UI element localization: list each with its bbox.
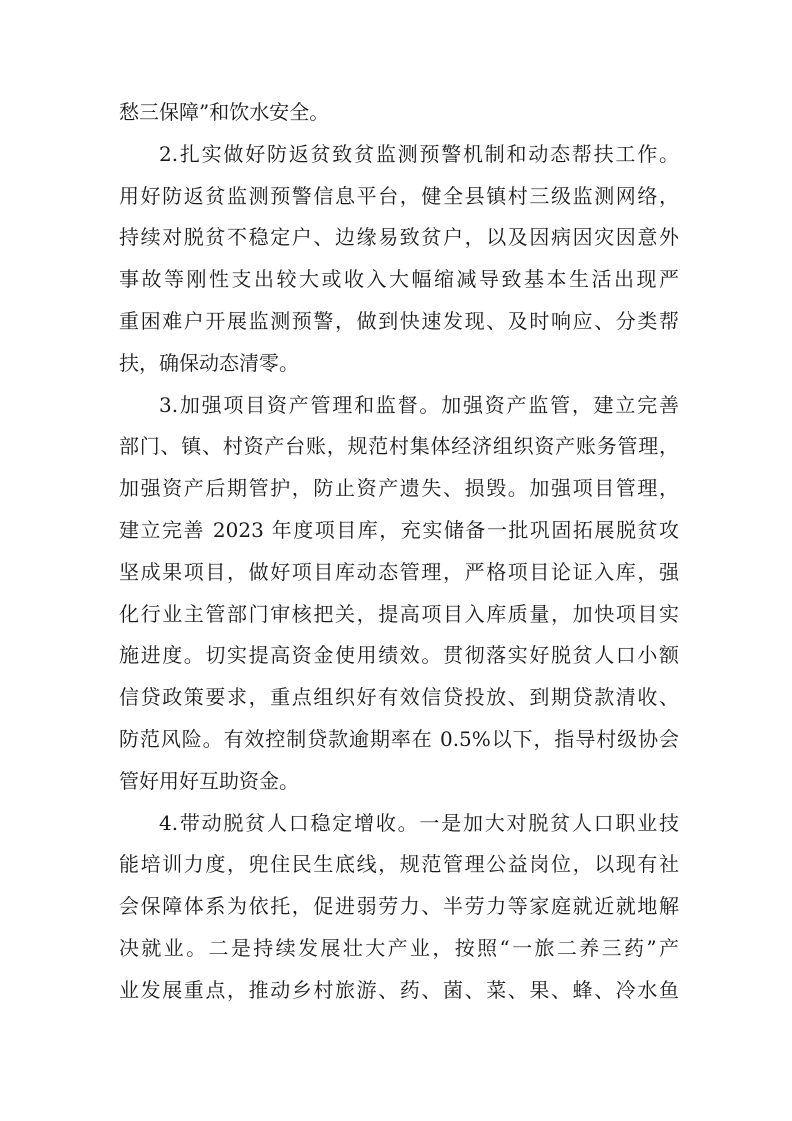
text-line: 2.扎实做好防返贫致贫监测预警机制和动态帮扶工作。 [159, 141, 679, 166]
text-line: 4.带动脱贫人口稳定增收。一是加大对脱贫人口职业技 [159, 810, 679, 835]
text-line: 扶，确保动态清零。 [119, 350, 299, 375]
text-line: 重困难户开展监测预警，做到快速发现、及时响应、分类帮 [119, 308, 679, 333]
paragraph-item-3 [119, 385, 679, 803]
text-line: 用好防返贫监测预警信息平台，健全县镇村三级监测网络， [119, 183, 679, 208]
text-line: 决就业。二是持续发展壮大产业，按照“一旅二养三药”产 [119, 935, 679, 960]
paragraph-item-2 [119, 134, 679, 385]
text-line: 防范风险。有效控制贷款逾期率在 0.5%以下，指导村级协会 [119, 726, 679, 751]
text-line: 坚成果项目，做好项目库动态管理，严格项目论证入库，强 [119, 559, 679, 584]
text-line: 持续对脱贫不稳定户、边缘易致贫户，以及因病因灾因意外 [119, 225, 679, 250]
text-line: 信贷政策要求，重点组织好有效信贷投放、到期贷款清收、 [119, 685, 679, 710]
text-line: 部门、镇、村资产台账，规范村集体经济组织资产账务管理， [119, 434, 679, 459]
paragraph-continuation [119, 92, 679, 134]
text-line: 能培训力度，兜住民生底线，规范管理公益岗位，以现有社 [119, 852, 679, 877]
text-line: 会保障体系为依托，促进弱劳力、半劳力等家庭就近就地解 [119, 894, 679, 919]
text-line: 事故等刚性支出较大或收入大幅缩减导致基本生活出现严 [119, 267, 679, 292]
text-line: 业发展重点，推动乡村旅游、药、菌、菜、果、蜂、冷水鱼 [119, 977, 679, 1002]
text-line: 管好用好互助资金。 [119, 768, 299, 793]
text-line: 加强资产后期管护，防止资产遗失、损毁。加强项目管理， [119, 476, 679, 501]
body-text [119, 92, 679, 1012]
text-line: 3.加强项目资产管理和监督。加强资产监管，建立完善 [159, 392, 679, 417]
text-line: 施进度。切实提高资金使用绩效。贯彻落实好脱贫人口小额 [119, 643, 679, 668]
text-line: 愁三保障”和饮水安全。 [119, 100, 330, 124]
text-line: 建立完善 2023 年度项目库，充实储备一批巩固拓展脱贫攻 [119, 517, 679, 542]
text-line: 化行业主管部门审核把关，提高项目入库质量，加快项目实 [119, 601, 679, 626]
paragraph-item-4 [119, 803, 679, 1012]
